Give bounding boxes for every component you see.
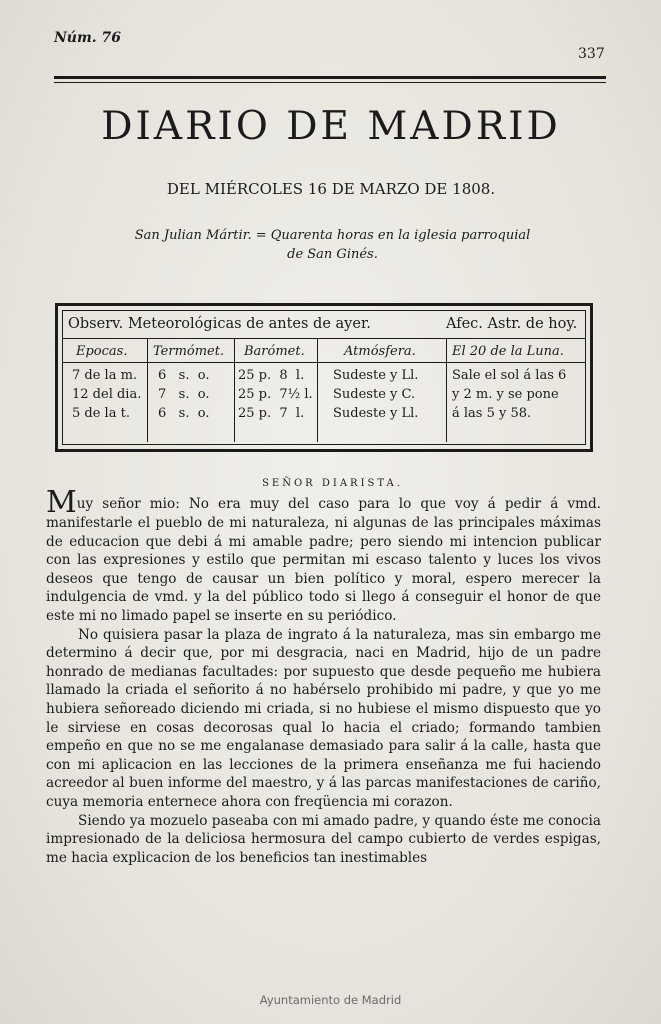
col-divider-3 bbox=[317, 338, 318, 442]
row3-luna: á las 5 y 58. bbox=[452, 406, 532, 421]
astro-title: Afec. Astr. de hoy. bbox=[446, 316, 578, 332]
col-head-luna: El 20 de la Luna. bbox=[452, 344, 564, 359]
drop-cap: M bbox=[46, 485, 77, 520]
meteo-header-rule bbox=[63, 338, 585, 339]
article-body bbox=[46, 485, 601, 867]
newspaper-title: DIARIO DE MADRID bbox=[101, 104, 561, 149]
col-head-epocas: Epocas. bbox=[76, 344, 128, 359]
row1-baro: 25 p. 8 l. bbox=[238, 368, 305, 383]
row3-termo: 6 s. o. bbox=[158, 406, 210, 421]
col-divider-4 bbox=[446, 338, 447, 442]
section-title: SEÑOR DIARISTA. bbox=[262, 478, 403, 489]
top-rule-thin bbox=[54, 82, 606, 83]
row2-epoca: 12 del dia. bbox=[72, 387, 142, 402]
row2-atmos: Sudeste y C. bbox=[333, 387, 416, 402]
row1-atmos: Sudeste y Ll. bbox=[333, 368, 419, 383]
article-paragraph-3: Siendo ya mozuelo paseaba con mi amado padre, y quando éste me conocia impresionado de la deliciosa hermosura del campo cubierto de verdes espigas, me hacia explicacion de los beneficios tan inestimables bbox=[46, 812, 601, 866]
row3-epoca: 5 de la t. bbox=[72, 406, 130, 421]
saint-of-day-line1: San Julian Mártir. = Quarenta horas en la iglesia parroquial bbox=[134, 228, 531, 243]
saint-of-day-line2: de San Ginés. bbox=[287, 247, 378, 262]
row2-luna: y 2 m. y se pone bbox=[452, 387, 559, 402]
issue-number: Núm. 76 bbox=[54, 30, 122, 46]
meteo-columns-rule bbox=[63, 362, 585, 363]
page-number: 337 bbox=[578, 46, 605, 62]
col-divider-1 bbox=[147, 338, 148, 442]
meteo-table bbox=[55, 303, 593, 452]
row3-baro: 25 p. 7 l. bbox=[238, 406, 305, 421]
archive-credit: Ayuntamiento de Madrid bbox=[259, 993, 402, 1007]
row2-termo: 7 s. o. bbox=[158, 387, 210, 402]
top-rule-thick bbox=[54, 76, 606, 79]
col-head-barometro: Barómet. bbox=[244, 344, 305, 359]
col-head-termometro: Termómet. bbox=[153, 344, 225, 359]
article-paragraph-1-text: uy señor mio: No era muy del caso para lo que voy á pedir á vmd. manifestarle el pueblo de mi naturaleza, ni algunas de las principales máximas de educacion que debi á mi amable padre; pero siendo mi intencion publicar con las expresiones y estilo que permitan mi escaso talento y luces los vivos deseos que tengo de causar un bien político y moral, espero merecer la indulgencia de vmd. y la del público todo si llego á conseguir el honor de que este mi no limado papel se inserte en su periódico. bbox=[46, 496, 601, 624]
meteo-title-row bbox=[68, 316, 578, 332]
article-paragraph-2: No quisiera pasar la plaza de ingrato á la naturaleza, mas sin embargo me determino á decir que, por mi desgracia, naci en Madrid, hijo de un padre honrado de medianas facultades: por supuesto que desde pequeño me hubiera llamado la criada el señorito á no habérselo prohibido mi padre, y que yo me hubiera señoreado diciendo mi criada, si no hubiese el mismo dispuesto que yo le sirviese en cosas decorosas qual lo hacia el criado; formando tambien empeño en que no se me engalanase demasiado para salir á la calle, hasta que con mi aplicacion en las lecciones de la primera enseñanza me fui haciendo acreedor al buen informe del maestro, y á las parcas manifestaciones de cariño, cuya memoria enternece ahora con freqüencia mi corazon. bbox=[46, 626, 601, 810]
row1-termo: 6 s. o. bbox=[158, 368, 210, 383]
article-paragraph-1 bbox=[46, 485, 601, 626]
col-head-atmosfera: Atmósfera. bbox=[344, 344, 416, 359]
col-divider-2 bbox=[234, 338, 235, 442]
row1-luna: Sale el sol á las 6 bbox=[452, 368, 567, 383]
meteo-title: Observ. Meteorológicas de antes de ayer. bbox=[68, 316, 371, 332]
issue-date: DEL MIÉRCOLES 16 DE MARZO DE 1808. bbox=[166, 180, 496, 198]
row3-atmos: Sudeste y Ll. bbox=[333, 406, 419, 421]
row2-baro: 25 p. 7½ l. bbox=[238, 387, 313, 402]
row1-epoca: 7 de la m. bbox=[72, 368, 138, 383]
